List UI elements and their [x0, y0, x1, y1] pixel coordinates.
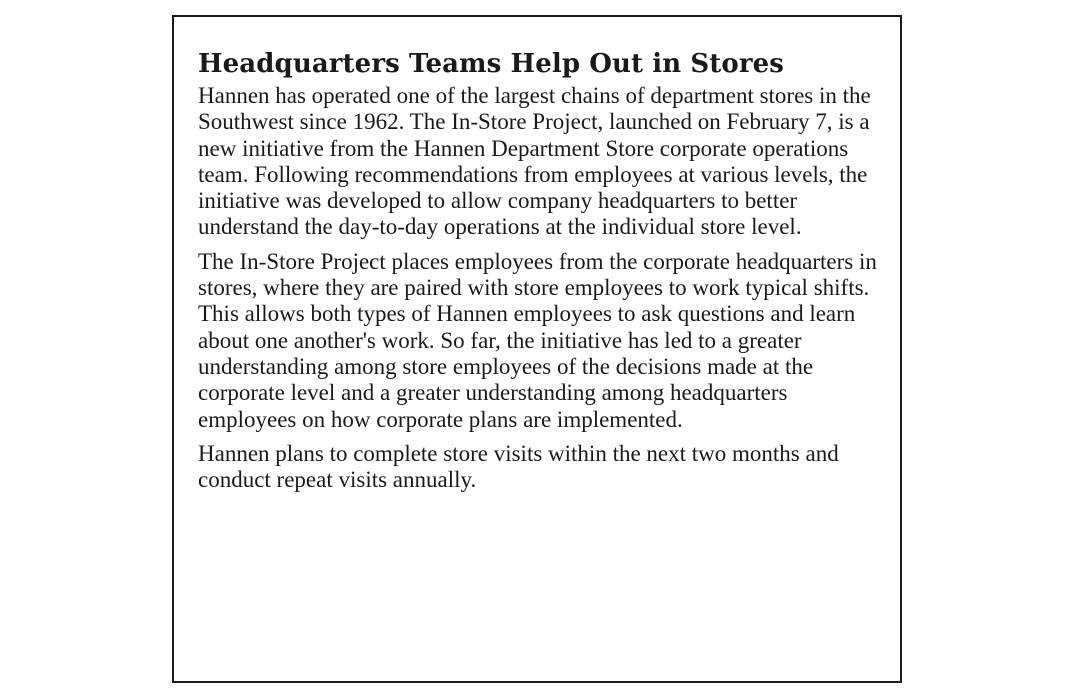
article-body: [198, 83, 880, 493]
article-paragraph-3: Hannen plans to complete store visits within the next two months and conduct repeat visits annually.: [198, 440, 839, 493]
article-title: Headquarters Teams Help Out in Stores: [198, 49, 785, 79]
article-paragraph-1: Hannen has operated one of the largest chains of department stores in the Southwest since 1962. The In-Store Project, launched on February 7, is a new initiative from the Hannen Department Store corporate operations team. Following recommendations from employees at various levels, the initiative was developed to allow company headquarters to better understand the day-to-day operations at the individual store level.: [198, 83, 871, 240]
article-paragraph-2: The In-Store Project places employees from the corporate headquarters in stores, where they are paired with store employees to work typical shifts. This allows both types of Hannen employees to ask questions and learn about one another's work. So far, the initiative has led to a greater understanding among store employees of the decisions made at the corporate level and a greater understanding among headquarters employees on how corporate plans are implemented.: [198, 248, 877, 432]
article-box: [172, 15, 902, 683]
